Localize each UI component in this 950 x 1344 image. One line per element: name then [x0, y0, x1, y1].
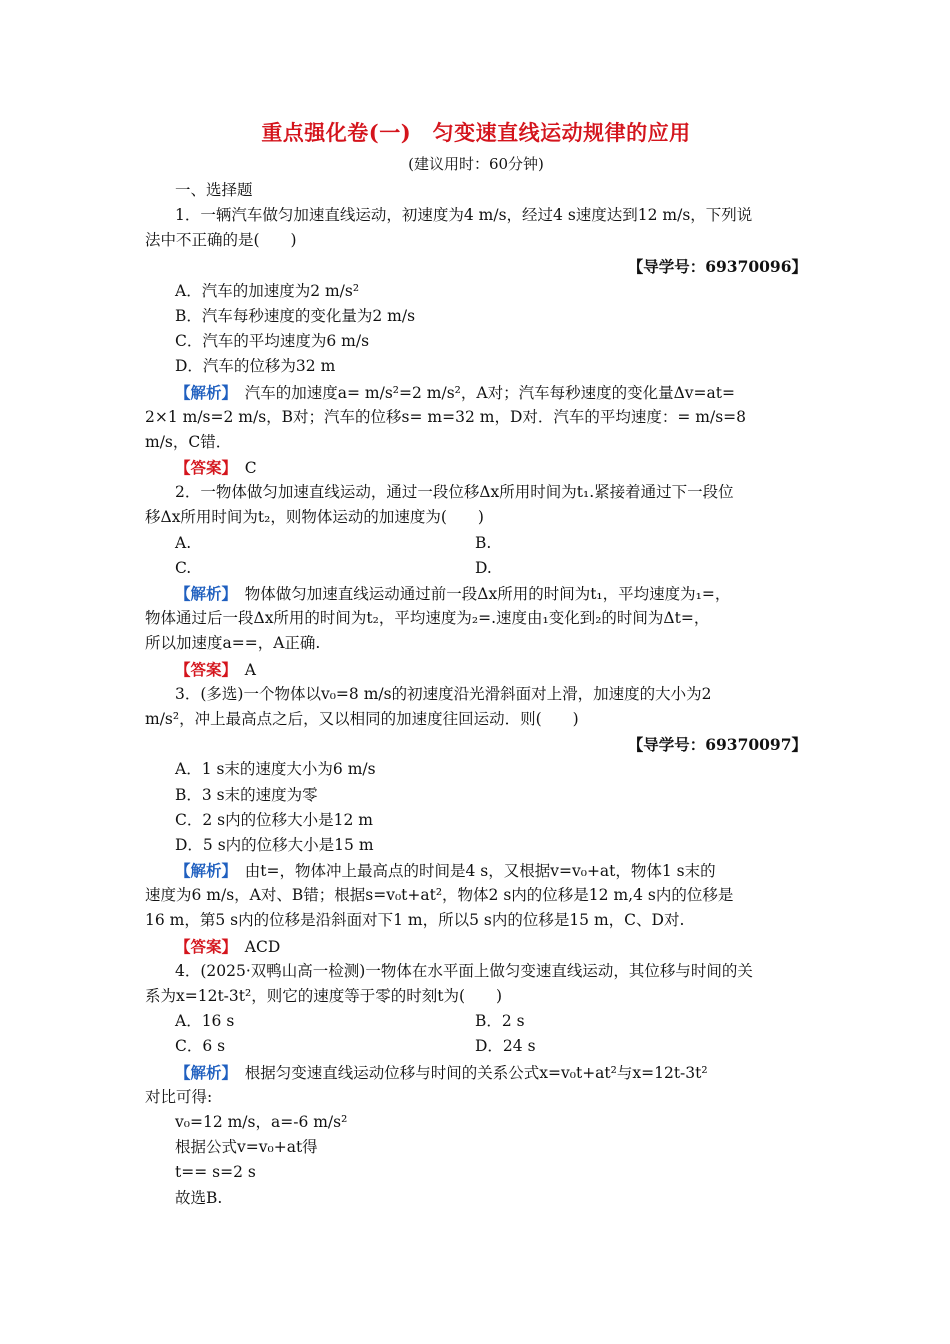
option-a: A．汽车的加速度为2 m/s² [175, 281, 360, 300]
section-heading: 一、选择题 [175, 181, 253, 199]
explanation-text: 2×1 m/s=2 m/s，B对；汽车的位移s= m=32 m，D对．汽车的平均速度：= m/s=8 [145, 407, 747, 426]
explanation [145, 581, 807, 606]
explanation-text: 故选B. [175, 1188, 223, 1207]
explanation-text: 所以加速度a==，A正确. [145, 634, 321, 653]
option-c: C. [175, 558, 192, 577]
explanation-text: v₀=12 m/s，a=-6 m/s² [175, 1112, 348, 1131]
explanation [145, 380, 807, 405]
explanation-text: 对比可得: [145, 1087, 213, 1106]
explanation [145, 1060, 807, 1085]
question-text: 3．(多选)一个物体以v₀=8 m/s的初速度沿光滑斜面对上滑，加速度的大小为2 [175, 684, 712, 703]
explanation-text: 根据公式v=v₀+at得 [175, 1138, 318, 1157]
explanation-text: 16 m，第5 s内的位移是沿斜面对下1 m，所以5 s内的位移是15 m，C、D对. [145, 911, 685, 930]
answer-label: 【答案】 [175, 936, 230, 956]
explanation-text: t== s=2 s [175, 1163, 256, 1182]
question-2 [145, 480, 807, 682]
answer-line [145, 657, 807, 682]
answer-label: 【答案】 [175, 458, 230, 478]
answer-value: C [244, 459, 257, 478]
answer-label: 【答案】 [175, 659, 230, 679]
explanation-label: 【解析】 [175, 1062, 230, 1082]
question-text: 1．一辆汽车做匀加速直线运动，初速度为4 m/s，经过4 s速度达到12 m/s，下列说 [175, 206, 753, 225]
explanation-label: 【解析】 [175, 382, 230, 402]
explanation-label: 【解析】 [175, 861, 230, 881]
explanation-text: 汽车的加速度a= m/s²=2 m/s²，A对；汽车每秒速度的变化量Δv=at= [229, 383, 735, 402]
option-a: A．1 s末的速度大小为6 m/s [175, 760, 376, 779]
option-a: A．16 s [175, 1012, 235, 1031]
answer-value: A [244, 660, 256, 679]
option-b: B．3 s末的速度为零 [175, 785, 318, 804]
question-4 [145, 959, 807, 1211]
guide-number: 【导学号：69370097】 [627, 735, 807, 755]
option-c: C．汽车的平均速度为6 m/s [175, 332, 370, 351]
question-text: 法中不正确的是( ) [145, 231, 297, 250]
answer-line [145, 455, 807, 480]
question-1 [145, 203, 807, 480]
page-subtitle: (建议用时：60分钟) [408, 155, 544, 173]
explanation-label: 【解析】 [175, 584, 230, 603]
question-text: 4．(2025·双鸭山高一检测)一物体在水平面上做匀变速直线运动，其位移与时间的关 [175, 961, 753, 980]
question-text: 系为x=12t-3t²，则它的速度等于零的时刻t为( ) [145, 987, 503, 1005]
options-row [145, 1009, 807, 1034]
option-c: C．6 s [175, 1037, 226, 1056]
option-d: D．汽车的位移为32 m [175, 357, 336, 376]
option-c: C．2 s内的位移大小是12 m [175, 810, 373, 829]
question-text: 移Δx所用时间为t₂，则物体运动的加速度为( ) [145, 508, 484, 527]
option-b: B．汽车每秒速度的变化量为2 m/s [175, 306, 416, 325]
explanation-text: 物体做匀加速直线运动通过前一段Δx所用的时间为t₁，平均速度为₁=， [229, 585, 731, 603]
option-b: B. [475, 533, 492, 552]
explanation-text: 根据匀变速直线运动位移与时间的关系公式x=v₀t+at²与x=12t-3t² [229, 1063, 708, 1082]
guide-number: 【导学号：69370096】 [627, 256, 807, 276]
explanation-text: 物体通过后一段Δx所用的时间为t₂，平均速度为₂=.速度由₁变化到₂的时间为Δt=， [145, 609, 710, 628]
option-d: D．5 s内的位移大小是15 m [175, 835, 374, 854]
options-row [145, 531, 807, 556]
page-title: 重点强化卷(一) 匀变速直线运动规律的应用 [261, 120, 691, 145]
options-row [145, 1034, 807, 1059]
answer-value: ACD [244, 937, 281, 956]
question-text: 2．一物体做匀加速直线运动，通过一段位移Δx所用时间为t₁.紧接着通过下一段位 [175, 483, 734, 502]
explanation-text: 由t=，物体冲上最高点的时间是4 s，又根据v=v₀+at，物体1 s末的 [229, 862, 716, 881]
question-text: m/s²，冲上最高点之后，又以相同的加速度往回运动．则( ) [145, 709, 579, 728]
explanation-text: m/s，C错． [145, 432, 232, 451]
answer-line [145, 934, 807, 959]
option-b: B．2 s [475, 1012, 525, 1031]
question-3 [145, 682, 807, 959]
explanation-text: 速度为6 m/s，A对、B错；根据s=v₀t+at²，物体2 s内的位移是12 m,4 s内的位移是 [145, 886, 734, 905]
options-row [145, 556, 807, 581]
option-d: D．24 s [475, 1037, 536, 1056]
option-a: A. [175, 533, 192, 552]
explanation [145, 858, 807, 883]
document-page [145, 118, 807, 1211]
option-d: D. [475, 558, 492, 577]
